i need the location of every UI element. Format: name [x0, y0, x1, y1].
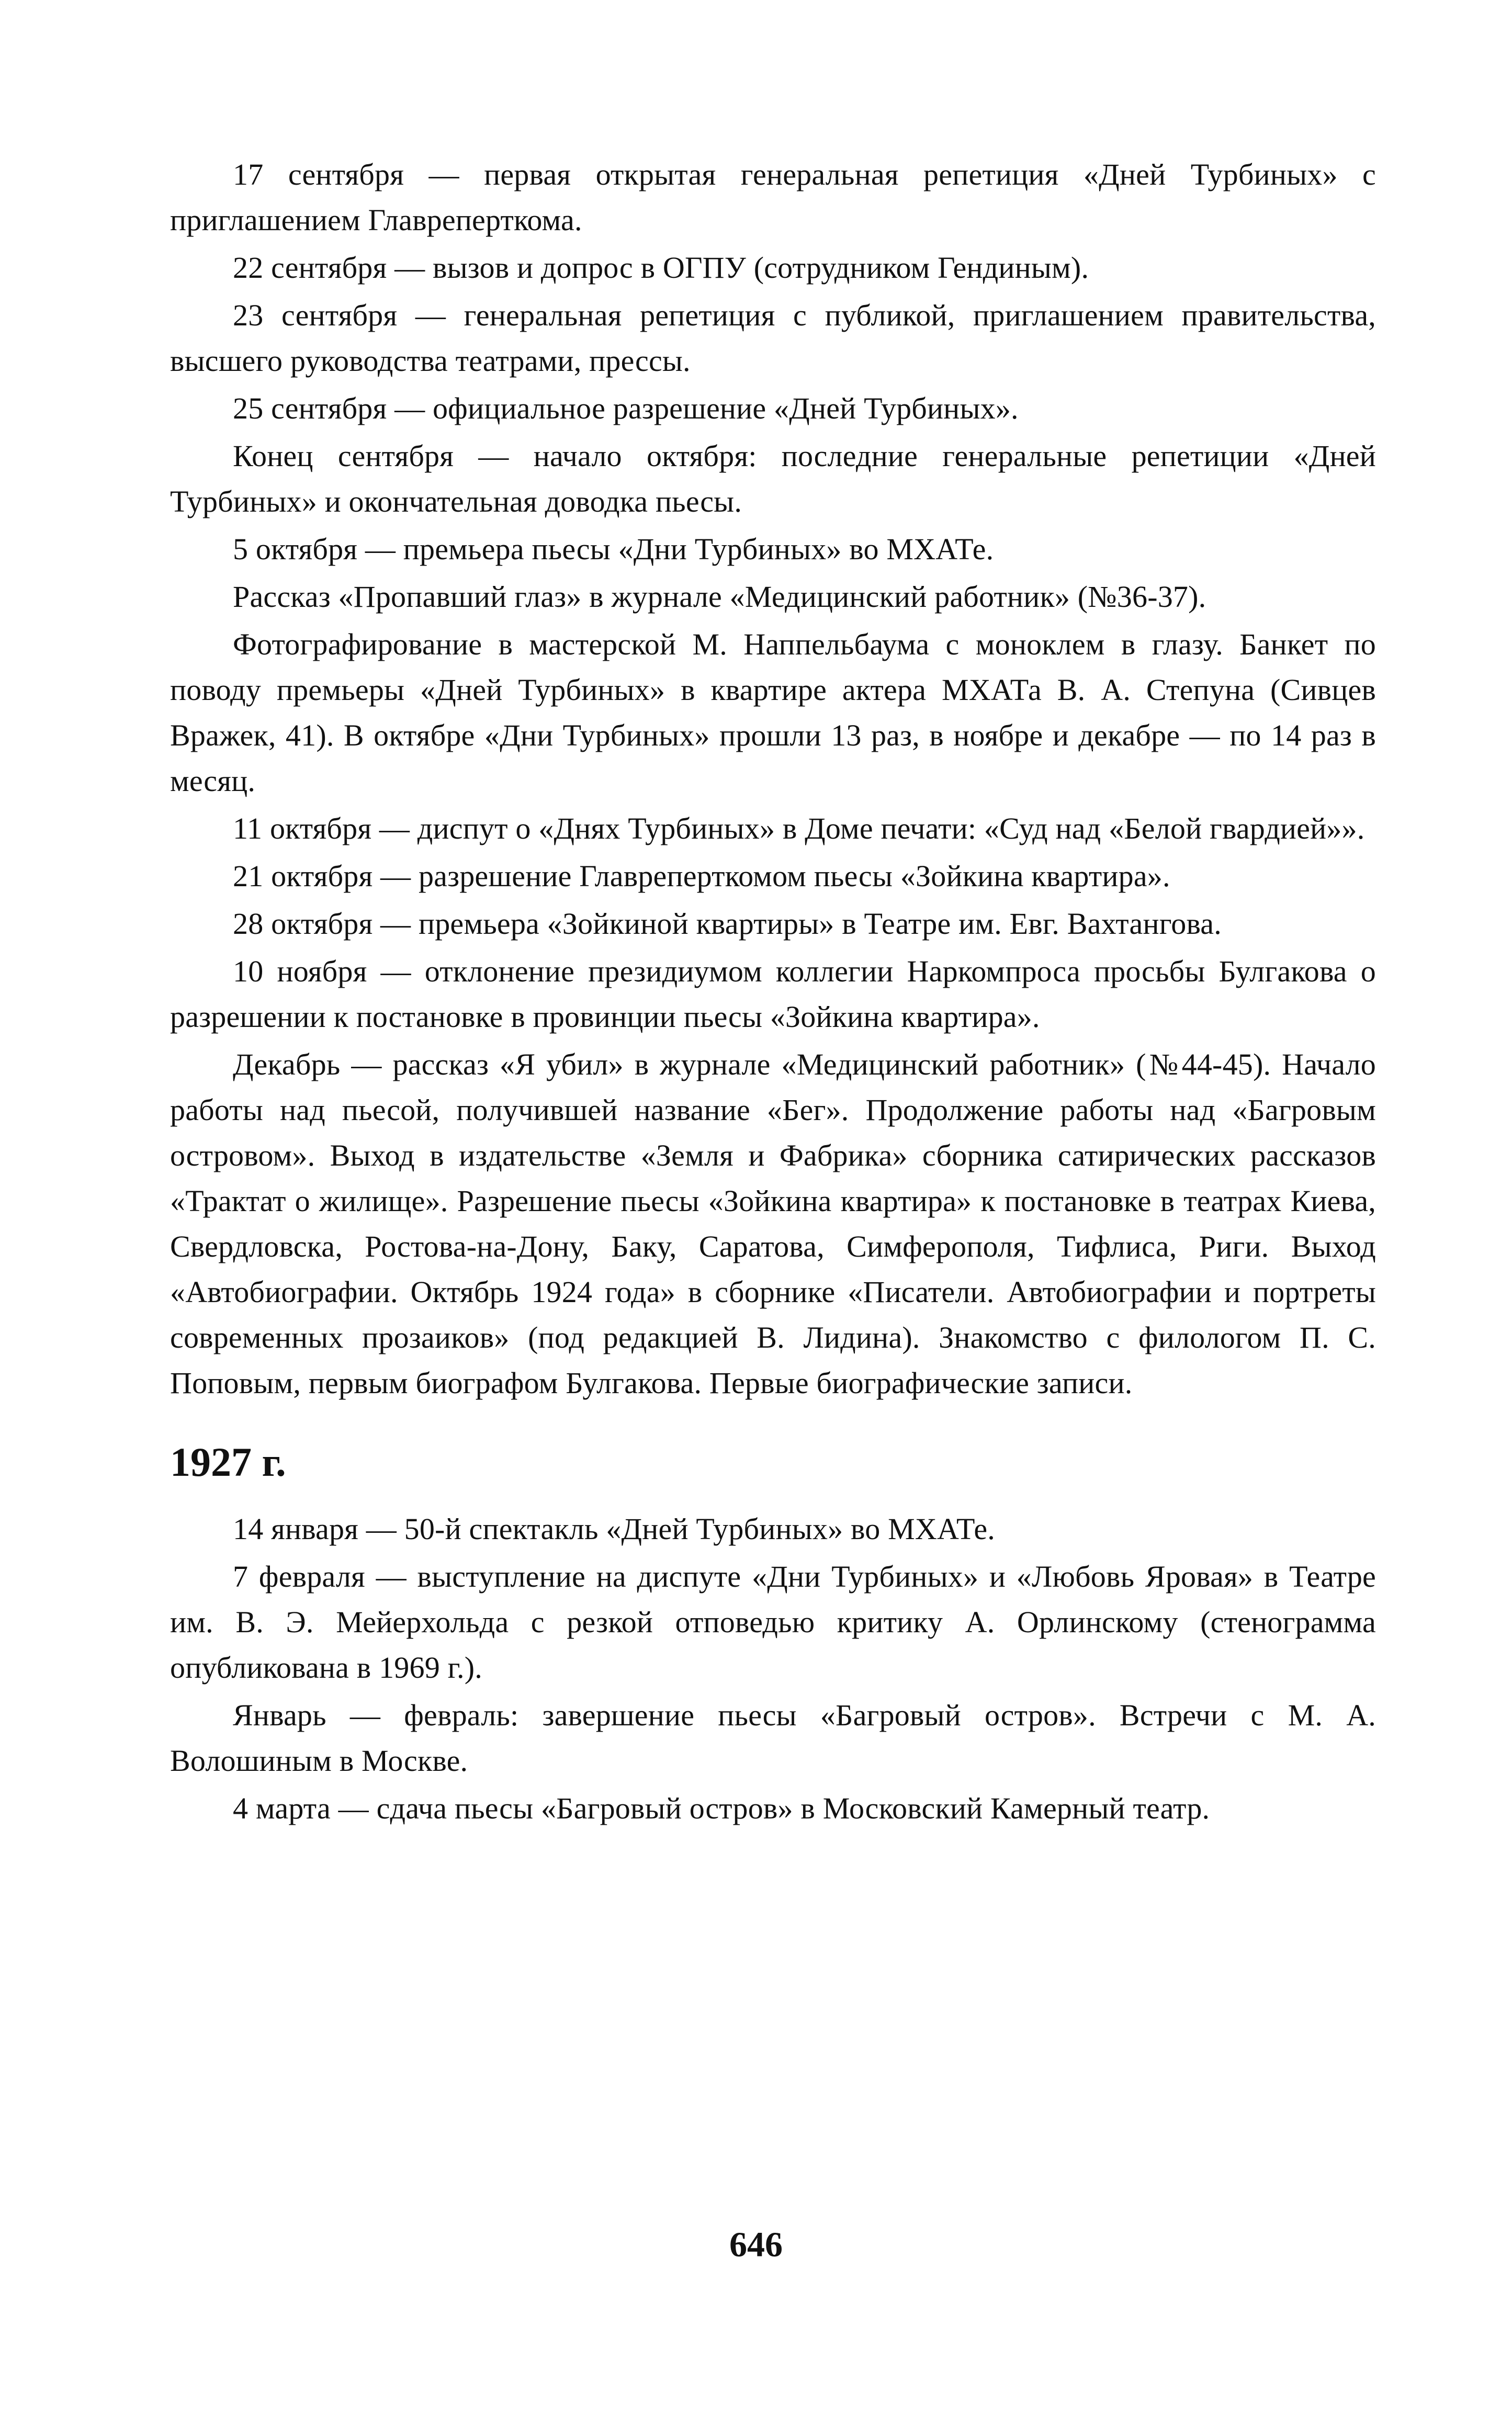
chronicle-1927	[170, 1506, 1376, 1831]
year-heading: 1927 г.	[170, 1439, 286, 1485]
chronicle-entry: 4 марта — сдача пьесы «Багровый остров» в Московский Камерный театр.	[233, 1791, 1210, 1825]
chronicle-entry: Январь — февраль: завершение пьесы «Багровый остров». Встречи с М. А. Волошиным в Москве.	[170, 1698, 1376, 1778]
chronicle-entry: Фотографирование в мастерской М. Наппельбаума с моноклем в глазу. Банкет по поводу премьеры «Дней Турбиных» в квартире актера МХАТа В. А. Степуна (Сивцев Вражек, 41). В октябре «Дни Турбиных» прошли 13 раз, в ноябре и декабре — по 14 раз в месяц.	[170, 627, 1376, 798]
page-number: 646	[729, 2224, 783, 2264]
chronicle-entry: Конец сентября — начало октября: последние генеральные репетиции «Дней Турбиных» и окончательная доводка пьесы.	[170, 439, 1376, 518]
chronicle-entry: 25 сентября — официальное разрешение «Дней Турбиных».	[233, 391, 1019, 425]
chronicle-entry: 17 сентября — первая открытая генеральная репетиция «Дней Турбиных» с приглашением Главреперткома.	[170, 157, 1376, 237]
chronicle-entry: 28 октября — премьера «Зойкиной квартиры» в Театре им. Евг. Вахтангова.	[233, 907, 1222, 941]
chronicle-entry: 22 сентября — вызов и допрос в ОГПУ (сотрудником Гендиным).	[233, 251, 1089, 285]
chronicle-entry: 21 октября — разрешение Главреперткомом пьесы «Зойкина квартира».	[233, 859, 1170, 893]
chronicle-entry: Рассказ «Пропавший глаз» в журнале «Медицинский работник» (№36-37).	[233, 580, 1206, 614]
chronicle-entry: 10 ноября — отклонение президиумом коллегии Наркомпроса просьбы Булгакова о разрешении к постановке в провинции пьесы «Зойкина квартира».	[170, 954, 1376, 1034]
chronicle-entry: 5 октября — премьера пьесы «Дни Турбиных» во МХАТе.	[233, 532, 994, 566]
chronicle-entry: 7 февраля — выступление на диспуте «Дни Турбиных» и «Любовь Яровая» в Театре им. В. Э. Мейерхольда с резкой отповедью критику А. Орлинскому (стенограмма опубликована в 1969 г.).	[170, 1560, 1376, 1685]
chronicle-entry: 23 сентября — генеральная репетиция с публикой, приглашением правительства, высшего руководства театрами, прессы.	[170, 298, 1376, 378]
chronicle-1926	[170, 152, 1376, 1406]
chronicle-entry: Декабрь — рассказ «Я убил» в журнале «Медицинский работник» (№44-45). Начало работы над пьесой, получившей название «Бег». Продолжение работы над «Багровым островом». Выход в издательстве «Земля и Фабрика» сборника сатирических рассказов «Трактат о жилище». Разрешение пьесы «Зойкина квартира» к постановке в театрах Киева, Свердловска, Ростова-на-Дону, Баку, Саратова, Симферополя, Тифлиса, Риги. Выход «Автобиографии. Октябрь 1924 года» в сборнике «Писатели. Автобиографии и портреты современных прозаиков» (под редакцией В. Лидина). Знакомство с филологом П. С. Поповым, первым биографом Булгакова. Первые биографические записи.	[170, 1047, 1376, 1400]
chronicle-entry: 14 января — 50-й спектакль «Дней Турбиных» во МХАТе.	[233, 1512, 996, 1546]
chronicle-entry: 11 октября — диспут о «Днях Турбиных» в Доме печати: «Суд над «Белой гвардией»».	[233, 811, 1365, 845]
